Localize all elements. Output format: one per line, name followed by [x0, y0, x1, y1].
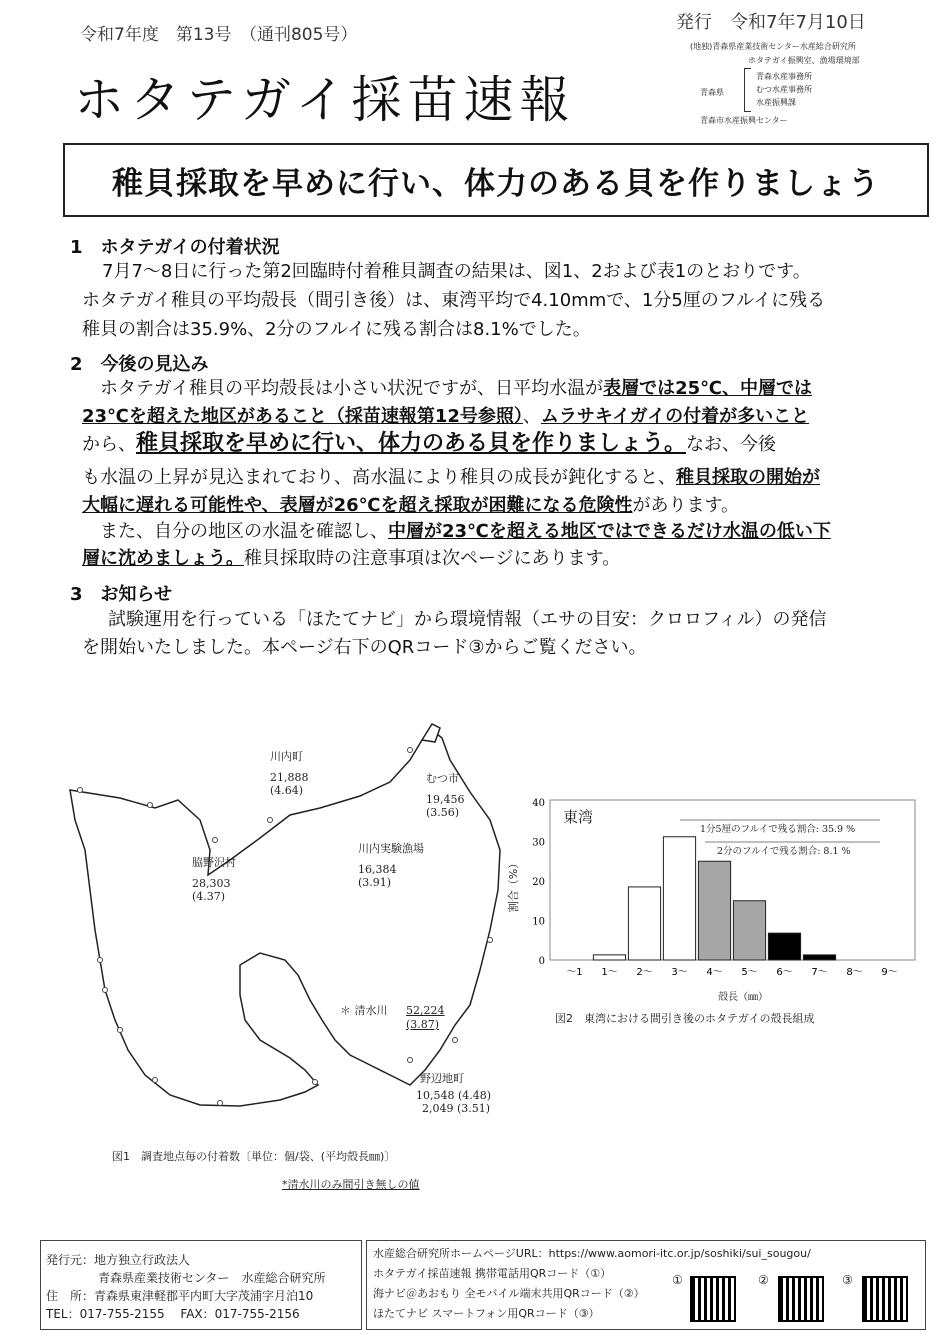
text-span: 、 [522, 406, 541, 427]
text-span: があります。 [632, 495, 740, 516]
emphasis-span: 中層が23℃を超える地区ではできるだけ水温の低い下 [388, 521, 831, 542]
section-2-line-6 [100, 518, 831, 546]
survey-point [488, 938, 493, 943]
section-2-line-3 [82, 430, 776, 459]
site-count: 28,303 [192, 877, 231, 890]
qr-code-1[interactable] [690, 1276, 736, 1322]
section-1-line-3: 稚貝の割合は35.9%、2分のフルイに残る割合は8.1%でした。 [82, 319, 591, 340]
site-name: 野辺地町 [420, 1072, 464, 1085]
site-kawauchi-exp [358, 842, 424, 889]
site-kawauchi [270, 750, 309, 797]
survey-point [153, 1078, 158, 1083]
qr-number-1: ① [672, 1273, 683, 1287]
peninsula [422, 724, 440, 742]
footer-qr-1-label: ホタテガイ採苗速報 携帯電話用QRコード（①） [373, 1267, 612, 1280]
site-size: (4.64) [270, 784, 304, 797]
figure-1-caption: 図1 調査地点毎の付着数〔単位：個/袋、(平均殻長㎜)〕 [112, 1150, 396, 1163]
site-name: 脇野沢村 [192, 856, 236, 869]
bar-7 [803, 955, 835, 960]
footer-publisher: 発行元：地方独立行政法人 [46, 1253, 191, 1267]
text-span: から、 [82, 434, 136, 455]
y-tick-label: 40 [532, 798, 545, 809]
site-size: (4.37) [192, 890, 226, 903]
survey-point [313, 1080, 318, 1085]
site-count: 21,888 [270, 771, 309, 784]
survey-point [148, 803, 153, 808]
headline-box [63, 143, 929, 217]
x-tick-label: ～1 [566, 967, 583, 978]
bar-5 [733, 901, 765, 960]
org-office-2: むつ水産事務所 [756, 85, 812, 94]
emphasis-span: 23℃を超えた地区があること（採苗速報第12号参照） [82, 406, 523, 427]
section-1-title: 1 ホタテガイの付着状況 [70, 237, 280, 258]
org-office-1: 青森水産事務所 [756, 72, 812, 81]
bar-2 [628, 887, 660, 960]
y-axis-label: 割合（%） [507, 857, 520, 913]
footer-url[interactable]: 水産総合研究所ホームページURL：https://www.aomori-itc.or.jp/soshiki/sui_sougou/ [373, 1247, 811, 1260]
issue-number: 令和7年度 第13号 （通刊805号） [80, 25, 358, 45]
site-mutsu [426, 772, 465, 819]
section-3-line-1: 試験運用を行っている「ほたてナビ」から環境情報（エサの目安：クロロフィル）の発信 [108, 609, 827, 630]
qr-code-2[interactable] [778, 1276, 824, 1322]
survey-point [98, 958, 103, 963]
site-name: 川内実験漁場 [358, 842, 424, 855]
chart-title: 東湾 [563, 808, 594, 826]
publish-date: 発行 令和7年7月10日 [676, 12, 866, 33]
section-2-line-2 [82, 403, 809, 431]
text-span: ホタテガイ稚貝の平均殻長は小さい状況ですが、日平均水温が [100, 378, 604, 399]
section-1-line-2: ホタテガイ稚貝の平均殻長（間引き後）は、東湾平均で4.10mmで、1分5厘のフルイに残る [82, 290, 826, 311]
site-count: 16,384 [358, 863, 397, 876]
site-name: むつ市 [426, 772, 459, 785]
org-line-2: ホタテガイ振興室、漁場環境部 [748, 56, 860, 65]
survey-point [218, 1101, 223, 1106]
shell-length-chart [505, 790, 925, 1005]
figure-1-note: *清水川のみ間引き無しの値 [282, 1178, 420, 1191]
section-3-title: 3 お知らせ [70, 584, 172, 605]
x-tick-label: 9～ [881, 967, 898, 978]
org-office-3: 水産振興課 [756, 98, 796, 107]
org-line-1: (地独)青森県産業技術センター水産総合研究所 [690, 42, 856, 51]
section-2-line-4 [82, 464, 820, 492]
section-1-line-1: 7月7～8日に行った第2回臨時付着稚貝調査の結果は、図1、2および表1のとおりです。 [102, 261, 811, 282]
survey-point [213, 838, 218, 843]
qr-number-3: ③ [842, 1273, 853, 1287]
section-2-line-5 [82, 492, 739, 520]
emphasis-span: 表層では25℃、中層では [603, 378, 812, 399]
emphasis-span: ムラサキイガイの付着が多いこと [540, 406, 810, 427]
qr-code-3[interactable] [862, 1276, 908, 1322]
footer-qr-2-label: 海ナビ＠あおもり 全モバイル端末共用QRコード（②） [373, 1287, 645, 1300]
text-span: また、自分の地区の水温を確認し、 [100, 521, 388, 542]
y-tick-label: 10 [532, 916, 545, 928]
y-tick-label: 0 [538, 956, 545, 967]
section-3-line-2: を開始いたしました。本ページ右下のQRコード③からご覧ください。 [82, 637, 647, 658]
annotation-2: 2分のフルイで残る割合: 8.1 % [717, 846, 851, 857]
site-name: 川内町 [270, 750, 303, 763]
site-size: 2,049 (3.51) [422, 1102, 491, 1115]
y-tick-label: 20 [532, 877, 545, 888]
survey-point [78, 788, 83, 793]
site-shimizugawa-count: 52,224 [406, 1004, 445, 1017]
bar-3 [663, 837, 695, 960]
footer-qr-3-label: ほたてナビ スマートフォン用QRコード（③） [373, 1307, 600, 1320]
page-title: ホタテガイ採苗速報 [74, 71, 576, 129]
y-tick-label: 30 [532, 837, 545, 849]
annotation-1: 1分5厘のフルイで残る割合: 35.9 % [700, 824, 856, 835]
survey-point [408, 748, 413, 753]
section-2-title: 2 今後の見込み [70, 354, 209, 375]
section-2-line-1 [100, 375, 812, 403]
x-tick-label: 8～ [846, 967, 863, 978]
footer-address: 住 所：青森県東津軽郡平内町大字茂浦字月泊10 [46, 1289, 314, 1303]
survey-point [268, 818, 273, 823]
org-pref: 青森県 [700, 88, 724, 97]
survey-point [103, 988, 108, 993]
site-noheji [416, 1072, 492, 1115]
site-count: 19,456 [426, 793, 465, 806]
footer-org: 青森県産業技術センター 水産総合研究所 [98, 1271, 326, 1285]
x-tick-label: 2～ [636, 967, 653, 978]
org-city: 青森市水産振興センター [700, 116, 788, 125]
survey-point [118, 1028, 123, 1033]
site-count: 10,548 (4.48) [416, 1089, 492, 1102]
bar-6 [768, 933, 800, 960]
x-tick-label: 1～ [601, 967, 618, 978]
x-tick-label: 7～ [811, 967, 828, 978]
x-axis-label: 殻長（㎜） [718, 992, 768, 1003]
emphasis-span: 稚貝採取の開始が [676, 467, 820, 488]
figure-2-caption: 図2 東湾における間引き後のホタテガイの殻長組成 [555, 1012, 815, 1025]
survey-point [408, 1058, 413, 1063]
x-tick-label: 5～ [741, 967, 758, 978]
emphasis-span: 大幅に遅れる可能性や、表層が26℃を超え採取が困難になる危険性 [82, 495, 633, 516]
bar-1 [593, 955, 625, 960]
bar-4 [698, 861, 730, 960]
x-tick-label: 4～ [706, 967, 723, 978]
site-shimizugawa-label: ＊ 清水川 [340, 1004, 388, 1017]
text-span: なお、今後 [686, 434, 777, 455]
emphasis-span: 層に沈めましょう。 [82, 548, 244, 569]
x-tick-label: 6～ [776, 967, 793, 978]
text-span: 稚貝採取時の注意事項は次ページにあります。 [244, 548, 621, 569]
site-size: (3.56) [426, 806, 460, 819]
org-bracket [744, 68, 751, 112]
emphasis-span: 稚貝採取を早めに行い、体力のある貝を作りましょう。 [136, 431, 687, 456]
footer-phone: TEL：017-755-2155 FAX：017-755-2156 [46, 1307, 300, 1321]
site-shimizugawa-size: (3.87) [406, 1018, 440, 1031]
headline-text: 稚貝採取を早めに行い、体力のある貝を作りましょう [112, 165, 880, 202]
site-size: (3.91) [358, 876, 392, 889]
x-tick-label: 3～ [671, 967, 688, 978]
survey-point [453, 1038, 458, 1043]
site-wakinosawa [192, 856, 236, 903]
text-span: も水温の上昇が見込まれており、高水温により稚貝の成長が鈍化すると、 [82, 467, 676, 488]
section-2-line-7 [82, 545, 620, 573]
qr-number-2: ② [758, 1273, 769, 1287]
